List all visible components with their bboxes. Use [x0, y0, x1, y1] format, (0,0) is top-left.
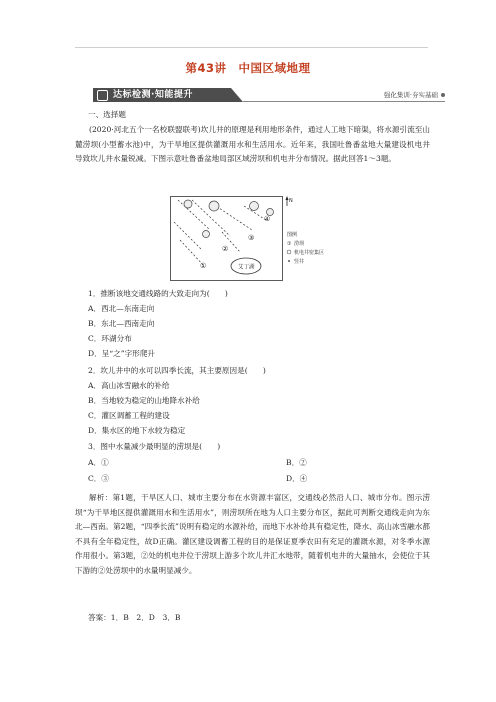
- map-figure: [170, 196, 330, 284]
- q1-option-c: C．环湖分布: [88, 334, 132, 343]
- q2-option-d: D．集水区的地下水较为稳定: [88, 426, 186, 435]
- legend-label-1: 涝坝: [294, 241, 305, 247]
- section-banner: [93, 86, 445, 104]
- banner-rule: [243, 101, 445, 102]
- intro-paragraph: (2020·河北五个一名校联盟联考)坎儿井的原理是利用地形条件，通过人工地下暗渠，将水源引流至山麓涝坝(小型蓄水池)中，为干旱地区提供灌溉用水和生活用水。近年来，我国吐鲁番盆地大量建设机电井导致坎儿井水量锐减。下图示意吐鲁番盆地局部区域涝坝和机电井分布情况。据此回答1～3题。: [75, 125, 430, 164]
- q3-option-b: B．②: [286, 458, 307, 467]
- legend-title: 图例: [287, 232, 298, 238]
- mark-1: ①: [200, 262, 207, 270]
- legend-label-2: 机电井密集区: [294, 250, 325, 256]
- page-title: 第43讲 中国区域地理: [185, 61, 311, 75]
- section-heading: 一、选择题: [88, 110, 126, 119]
- q1-option-b: B．东北—西南走向: [88, 319, 155, 328]
- mark-4: ④: [264, 215, 271, 223]
- mark-3: ③: [248, 234, 255, 242]
- banner-label: 达标检测·知能提升: [113, 90, 193, 100]
- legend: [287, 231, 324, 265]
- banner-right: [384, 90, 445, 99]
- q3-option-d: D．④: [286, 474, 308, 483]
- check-icon: [97, 90, 108, 101]
- legend-dot-icon: [288, 260, 290, 262]
- q1-stem: 1．推断该地交通线路的大致走向为( ): [88, 289, 228, 298]
- lake-label: 艾丁湖: [238, 264, 255, 271]
- legend-symbol-1: ①: [287, 241, 292, 247]
- analysis-paragraph: 解析：第1题，干旱区人口、城市主要分布在水资源丰富区，交通线必然沿人口、城市分布。图示涝坝“为干旱地区提供灌溉用水和生活用水”，则涝坝所在地为人口主要分布区，据此可判断交通线走向为东北—西南。第2题，“四季长流”说明有稳定的水源补给，而地下水补给具有稳定性，降水、高山冰雪融水都不具有全年稳定性，故D正确。灌区建设调蓄工程的目的是保证夏季农田有充足的灌溉水源，对冬季水源作用很小。第3题，②处的机电井位于涝坝上游多个坎儿井汇水地带，随着机电井的大量抽水，会使位于其下游的②处涝坝中的水量明显减少。: [75, 493, 430, 575]
- q3-option-a: A．①: [88, 458, 109, 467]
- header-rule: [75, 47, 428, 48]
- map-svg: [170, 196, 330, 284]
- banner-right-label: 强化集训·夯实基础: [383, 91, 438, 99]
- mark-2: ②: [222, 245, 229, 253]
- q2-option-a: A．高山冰雪融水的补给: [88, 381, 170, 390]
- q2-option-c: C．灌区调蓄工程的建设: [88, 411, 170, 420]
- q1-option-d: D．呈“之”字形爬升: [88, 349, 156, 358]
- q1-option-a: A．西北—东南走向: [88, 304, 155, 313]
- answer-line: 答案：1．B 2．D 3．B: [88, 613, 181, 622]
- north-label: N: [289, 198, 293, 204]
- q2-stem: 2．坎儿井中的水可以四季长流，其主要原因是( ): [88, 366, 266, 375]
- dot-icon: [441, 93, 445, 97]
- legend-circle-icon: [287, 250, 291, 254]
- q3-stem: 3．图中水量减少最明显的涝坝是( ): [88, 442, 221, 451]
- legend-label-3: 竖井: [294, 259, 305, 265]
- q3-option-c: C．③: [88, 474, 109, 483]
- q2-option-b: B．当地较为稳定的山地降水补给: [88, 396, 200, 405]
